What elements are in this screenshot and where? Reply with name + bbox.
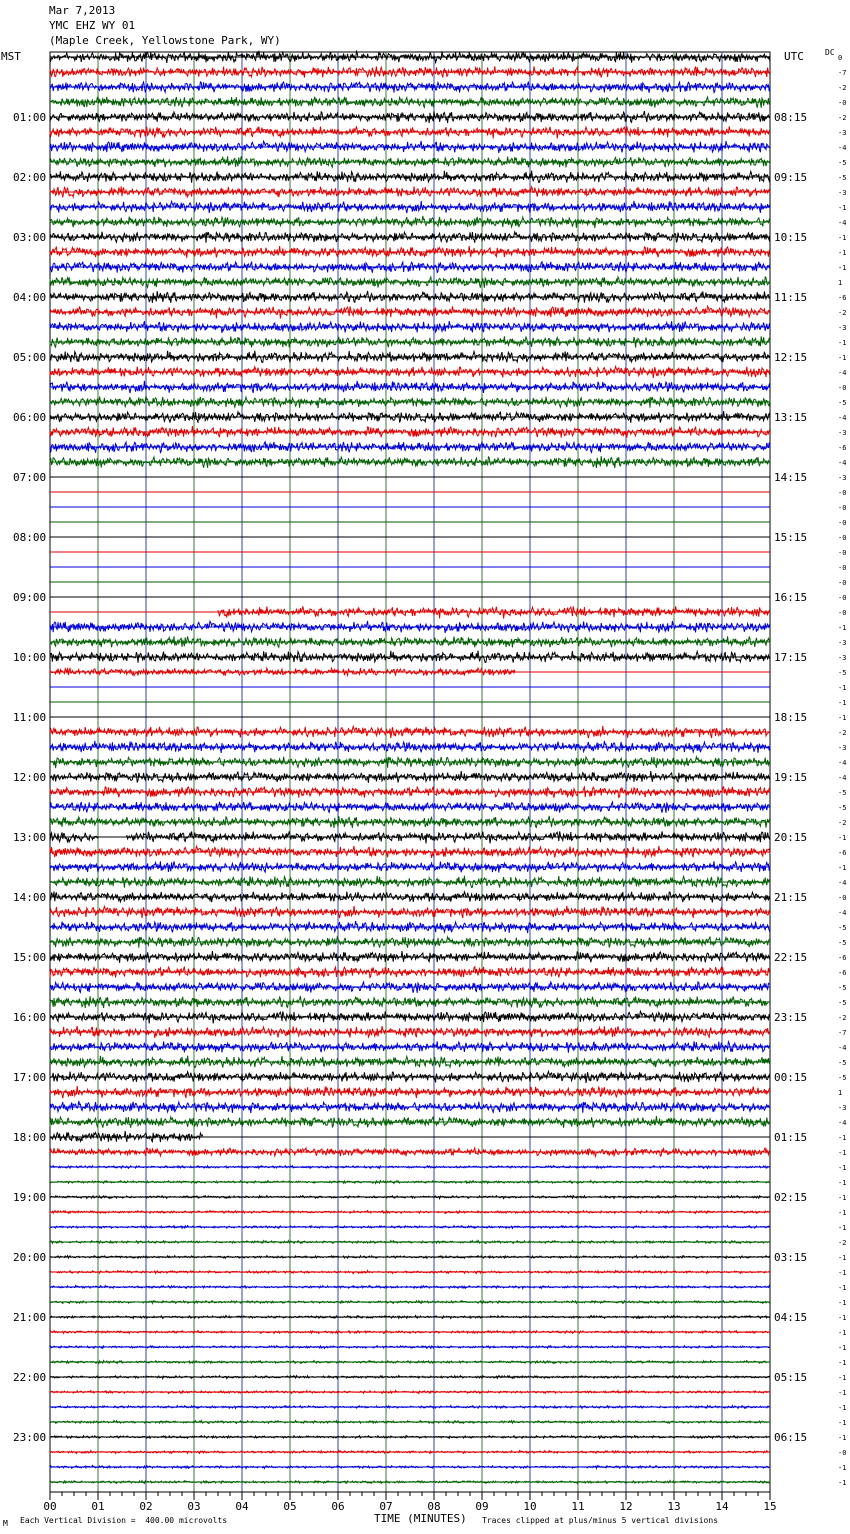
- utc-hour-label: 09:15: [774, 171, 808, 184]
- mst-hour-label: 21:00: [13, 1311, 47, 1324]
- dc-offset-label: -2: [838, 84, 847, 92]
- trace-signal: [50, 442, 770, 453]
- utc-hour-label: 01:15: [774, 1131, 808, 1144]
- dc-offset-label: -1: [838, 249, 847, 257]
- utc-hour-label: 23:15: [774, 1011, 808, 1024]
- utc-hour-label: 14:15: [774, 471, 808, 484]
- mst-hour-label: 11:00: [13, 711, 47, 724]
- x-axis: [43, 1492, 776, 1513]
- mst-hour-label: 01:00: [13, 111, 47, 124]
- mst-hour-label: 06:00: [13, 411, 47, 424]
- trace-signal: [50, 411, 770, 423]
- trace-signal: [50, 126, 770, 138]
- x-tick-label: 14: [715, 1500, 729, 1513]
- utc-hour-label: 11:15: [774, 291, 808, 304]
- dc-offset-label: -1: [838, 1269, 847, 1277]
- dc-offset-label: -0: [838, 894, 847, 902]
- utc-hour-label: 18:15: [774, 711, 808, 724]
- utc-hour-label: 13:15: [774, 411, 808, 424]
- dc-offset-label: -7: [838, 69, 847, 77]
- dc-offset-label: -1: [838, 1404, 847, 1412]
- dc-offset-label: -5: [838, 159, 847, 167]
- mst-hour-label: 10:00: [13, 651, 47, 664]
- x-tick-label: 03: [187, 1500, 201, 1513]
- x-axis-title: TIME (MINUTES): [374, 1512, 467, 1525]
- dc-offset-label: -6: [838, 444, 847, 452]
- dc-offset-label: -1: [838, 339, 847, 347]
- dc-offset-label: -1: [838, 834, 847, 842]
- x-tick-label: 02: [139, 1500, 153, 1513]
- dc-offset-label: -3: [838, 474, 847, 482]
- trace-signal: [50, 1271, 770, 1274]
- dc-offset-label: -0: [838, 1449, 847, 1457]
- trace-signal: [50, 1226, 770, 1229]
- dc-offset-label: -1: [838, 1434, 847, 1442]
- mst-hour-label: 22:00: [13, 1371, 47, 1384]
- dc-offset-label: -0: [838, 519, 847, 527]
- utc-hour-label: 20:15: [774, 831, 808, 844]
- dc-offset-label: -2: [838, 729, 847, 737]
- trace-signal: [50, 1211, 770, 1214]
- dc-offset-label: -4: [838, 774, 847, 782]
- utc-hour-label: 17:15: [774, 651, 808, 664]
- dc-offset-label: -1: [838, 1224, 847, 1232]
- dc-offset-label: -4: [838, 909, 847, 917]
- dc-offset-label: -1: [838, 714, 847, 722]
- dc-offset-label: -4: [838, 459, 847, 467]
- dc-offset-label: -1: [838, 864, 847, 872]
- utc-hour-label: 15:15: [774, 531, 808, 544]
- x-tick-label: 05: [283, 1500, 297, 1513]
- trace-signal: [50, 1451, 770, 1454]
- trace-signal: [50, 1301, 770, 1304]
- dc-offset-label: -6: [838, 969, 847, 977]
- x-tick-label: 15: [763, 1500, 777, 1513]
- mst-label: MST: [1, 50, 21, 63]
- dc-offset-label: -5: [838, 1059, 847, 1067]
- dc-offset-label: -1: [838, 1164, 847, 1172]
- dc-offset-label: -0: [838, 504, 847, 512]
- dc-offset-label: -2: [838, 309, 847, 317]
- trace-signal: [50, 1481, 770, 1484]
- x-tick-label: 09: [475, 1500, 489, 1513]
- trace-signal: [50, 1391, 770, 1394]
- trace-signal: [50, 1376, 770, 1379]
- mst-hour-label: 07:00: [13, 471, 47, 484]
- dc-offset-label: -1: [838, 264, 847, 272]
- dc-offset-label: -1: [838, 1149, 847, 1157]
- station-label: YMC EHZ WY 01: [49, 19, 136, 32]
- trace-signal: [50, 1286, 770, 1289]
- trace-signal: [50, 1436, 770, 1439]
- dc-offset-label: -3: [838, 639, 847, 647]
- clip-note: Traces clipped at plus/minus 5 vertical divisions: [482, 1516, 719, 1525]
- dc-offset-label: -1: [838, 1479, 847, 1487]
- trace-signal: [50, 1361, 770, 1364]
- dc-offset-label: -4: [838, 879, 847, 887]
- dc-offset-label: -5: [838, 174, 847, 182]
- dc-offset-label: -5: [838, 804, 847, 812]
- dc-offset-label: -6: [838, 294, 847, 302]
- dc-offset-label: -1: [838, 234, 847, 242]
- dc-offset-label: -1: [838, 1329, 847, 1337]
- dc-offset-label: -1: [838, 1134, 847, 1142]
- mst-hour-label: 17:00: [13, 1071, 47, 1084]
- trace-signal: [50, 277, 770, 288]
- dc-offset-label: -5: [838, 399, 847, 407]
- utc-hour-label: 02:15: [774, 1191, 808, 1204]
- dc-offset-label: -0: [838, 489, 847, 497]
- trace-signal: [50, 621, 770, 633]
- x-tick-label: 04: [235, 1500, 249, 1513]
- dc-offset-label: -6: [838, 954, 847, 962]
- trace-signal: [50, 1256, 770, 1259]
- utc-hour-label: 21:15: [774, 891, 808, 904]
- dc-offset-label: -0: [838, 549, 847, 557]
- dc-offset-label: -0: [838, 579, 847, 587]
- dc-offset-label: -1: [838, 1194, 847, 1202]
- dc-offset-label: -7: [838, 1029, 847, 1037]
- dc-offset-label: -1: [838, 1299, 847, 1307]
- dc-offset-label: -4: [838, 219, 847, 227]
- dc-offset-label: -0: [838, 564, 847, 572]
- x-tick-label: 01: [91, 1500, 105, 1513]
- dc-offset-label: 1: [838, 279, 843, 287]
- utc-hour-label: 00:15: [774, 1071, 808, 1084]
- corner-mark: M: [3, 1519, 8, 1528]
- dc-offset-label: -5: [838, 924, 847, 932]
- dc-offset-label: -1: [838, 1209, 847, 1217]
- dc-offset-label: -1: [838, 699, 847, 707]
- utc-hour-label: 06:15: [774, 1431, 808, 1444]
- mst-hour-label: 12:00: [13, 771, 47, 784]
- scale-note: Each Vertical Division = 400.00 microvolts: [20, 1516, 228, 1525]
- x-tick-label: 10: [523, 1500, 537, 1513]
- mst-hour-label: 08:00: [13, 531, 47, 544]
- dc-offset-label: -2: [838, 114, 847, 122]
- trace-signal: [50, 967, 770, 978]
- dc-offset-label: -1: [838, 1284, 847, 1292]
- utc-hour-label: 22:15: [774, 951, 808, 964]
- dc-offset-label: -2: [838, 819, 847, 827]
- x-tick-label: 11: [571, 1500, 585, 1513]
- mst-hour-label: 18:00: [13, 1131, 47, 1144]
- dc-offset-label: -5: [838, 939, 847, 947]
- dc-offset-label: -3: [838, 429, 847, 437]
- x-tick-label: 08: [427, 1500, 441, 1513]
- dc-offset-label: -2: [838, 1239, 847, 1247]
- trace-signal: [50, 1466, 770, 1469]
- dc-offset-label: -1: [838, 684, 847, 692]
- dc-offset-label: -1: [838, 1389, 847, 1397]
- dc-offset-label: -4: [838, 1044, 847, 1052]
- x-tick-label: 13: [667, 1500, 681, 1513]
- utc-hour-label: 03:15: [774, 1251, 808, 1264]
- dc-offset-label: -6: [838, 849, 847, 857]
- location-label: (Maple Creek, Yellowstone Park, WY): [49, 34, 281, 47]
- x-tick-label: 07: [379, 1500, 393, 1513]
- trace-signal: [50, 1240, 770, 1243]
- mst-hour-label: 04:00: [13, 291, 47, 304]
- dc-offset-label: -1: [838, 1254, 847, 1262]
- trace-signal: [50, 366, 770, 378]
- utc-hour-label: 04:15: [774, 1311, 808, 1324]
- dc-offset-label: -1: [838, 1464, 847, 1472]
- dc-offset-label: -5: [838, 669, 847, 677]
- trace-signal: [50, 757, 770, 768]
- dc-offset-label: -4: [838, 1119, 847, 1127]
- trace-signal: [50, 1181, 770, 1184]
- dc-offset-label: -5: [838, 789, 847, 797]
- mst-hour-label: 02:00: [13, 171, 47, 184]
- dc-offset-label: -4: [838, 144, 847, 152]
- dc-offset-label: -3: [838, 129, 847, 137]
- dc-offset-label: -0: [838, 384, 847, 392]
- mst-hour-label: 23:00: [13, 1431, 47, 1444]
- mst-hour-label: 05:00: [13, 351, 47, 364]
- dc-offset-label: -1: [838, 1419, 847, 1427]
- dc-label: DC: [825, 48, 835, 57]
- mst-hour-label: 20:00: [13, 1251, 47, 1264]
- x-tick-label: 06: [331, 1500, 345, 1513]
- trace-signal: [50, 381, 770, 393]
- dc-offset-label: -3: [838, 324, 847, 332]
- mst-hour-label: 13:00: [13, 831, 47, 844]
- dc-offset-label: -1: [838, 354, 847, 362]
- dc-offset-label: -0: [838, 609, 847, 617]
- x-tick-label: 12: [619, 1500, 633, 1513]
- dc-offset-label: -1: [838, 1359, 847, 1367]
- mst-hour-label: 03:00: [13, 231, 47, 244]
- trace-signal: [50, 1316, 770, 1319]
- dc-offset-label: -1: [838, 1314, 847, 1322]
- utc-hour-label: 16:15: [774, 591, 808, 604]
- trace-signal: [50, 111, 770, 123]
- utc-hour-label: 08:15: [774, 111, 808, 124]
- dc-offset-label: -3: [838, 654, 847, 662]
- dc-offset-label: -5: [838, 999, 847, 1007]
- mst-hour-label: 09:00: [13, 591, 47, 604]
- utc-hour-label: 19:15: [774, 771, 808, 784]
- x-tick-label: 00: [43, 1500, 57, 1513]
- trace-signal: [50, 1420, 770, 1423]
- dc-offset-label: 1: [838, 1089, 843, 1097]
- trace-signal: [50, 951, 770, 963]
- date-label: Mar 7,2013: [49, 4, 116, 17]
- mst-hour-label: 16:00: [13, 1011, 47, 1024]
- dc-offset-label: -1: [838, 624, 847, 632]
- dc-offset-label: -0: [838, 534, 847, 542]
- dc-offset-label: -0: [838, 594, 847, 602]
- traces: [50, 51, 770, 1484]
- dc-offset-label: -4: [838, 759, 847, 767]
- dc-offset-label: -0: [838, 99, 847, 107]
- mst-hour-label: 19:00: [13, 1191, 47, 1204]
- trace-signal: [50, 636, 770, 647]
- dc-offset-label: -1: [838, 1374, 847, 1382]
- dc-offset-label: -4: [838, 414, 847, 422]
- utc-hour-label: 05:15: [774, 1371, 808, 1384]
- dc-offset-label: -3: [838, 744, 847, 752]
- dc-offset-label: -5: [838, 1074, 847, 1082]
- trace-signal: [50, 668, 515, 676]
- dc-offset-label: -1: [838, 1179, 847, 1187]
- dc-offset-label: -1: [838, 204, 847, 212]
- trace-signal: [50, 832, 98, 842]
- dc-offset-label: -4: [838, 369, 847, 377]
- mst-hour-label: 15:00: [13, 951, 47, 964]
- dc-offset-label: -3: [838, 189, 847, 197]
- utc-hour-label: 10:15: [774, 231, 808, 244]
- utc-hour-label: 12:15: [774, 351, 808, 364]
- dc-offset-label: -2: [838, 1014, 847, 1022]
- mst-hour-label: 14:00: [13, 891, 47, 904]
- trace-signal: [50, 651, 770, 663]
- dc-offset-label: -1: [838, 1344, 847, 1352]
- dc-offset-label: 0: [838, 54, 843, 62]
- trace-signal: [50, 262, 770, 273]
- utc-label: UTC: [784, 50, 804, 63]
- dc-offset-label: -3: [838, 1104, 847, 1112]
- dc-offset-label: -5: [838, 984, 847, 992]
